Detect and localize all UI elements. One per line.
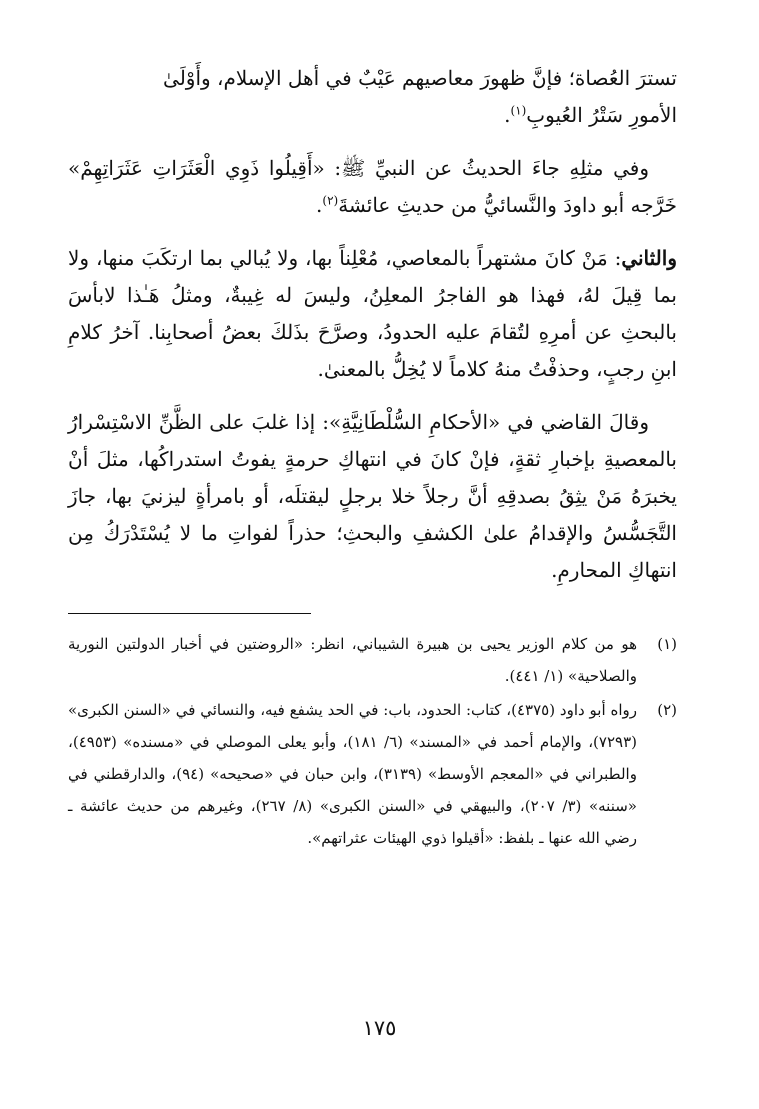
footnotes bbox=[68, 628, 677, 854]
footnote-1 bbox=[68, 628, 677, 692]
page-number: ١٧٥ bbox=[362, 1016, 397, 1040]
paragraph-1-line-2: الأمورِ سَتْرُ العُيوبِ bbox=[526, 103, 677, 127]
paragraph-3-text: : مَنْ كانَ مشتهراً بالمعاصي، مُعْلِناً بها، ولا يُبالي بما ارتكَبَ منها، ولا بما قِيلَ لهُ، فهذا هو الفاجرُ المعلِنُ، وليسَ له غِيبةٌ، ومثلُ هَـٰذا لابأسَ بالبحثِ عن أمرِهِ لتُقامَ عليه الحدودُ، وصرَّحَ بذَلكَ بعضُ أصحابِنا. آخرُ كلامِ ابنِ رجبٍ، وحذفْتُ منهُ كلاماً لا يُخِلُّ بالمعنىٰ. bbox=[68, 246, 677, 381]
paragraph-3-lead-word: والثاني bbox=[621, 246, 677, 270]
paragraph-2-text: وفي مثلِهِ جاءَ الحديثُ عن النبيِّ ﷺ: «أَقِيلُوا ذَوِي الْعَثَرَاتِ عَثَرَاتِهِمْ» خَرَّجه أبو داودَ والنَّسائيُّ من حديثِ عائشةَ bbox=[68, 156, 677, 217]
book-page bbox=[68, 60, 677, 1109]
footnote-number: (٢) bbox=[657, 701, 677, 719]
paragraph-1 bbox=[68, 60, 677, 134]
footnote-number: (١) bbox=[657, 635, 677, 653]
footnote-text: هو من كلام الوزير يحيى بن هبيرة الشيباني، انظر: «الروضتين في أخبار الدولتين النورية والصلاحية» (١/ ٤٤١). bbox=[68, 635, 637, 685]
paragraph-1-end: . bbox=[504, 103, 511, 127]
main-text bbox=[68, 60, 677, 589]
footnote-ref-2[interactable]: (٢) bbox=[322, 193, 339, 208]
paragraph-4-text: وقالَ القاضي في «الأحكامِ السُّلْطَانِيَّةِ»: إذا غلبَ على الظَّنِّ الاسْتِسْرارُ بالمعصيةِ بإخبارِ ثقةٍ، فإنْ كانَ في انتهاكِ حرمةٍ يفوتُ استدراكُها، مثلَ أنْ يخبرَهُ مَنْ يثِقُ بصدقِهِ أنَّ رجلاً خلا برجلٍ ليقتلَه، أو بامرأةٍ ليزنيَ بها، جازَ التَّجَسُّسُ والإقدامُ علىٰ الكشفِ والبحثِ؛ حذراً لفواتِ ما لا يُسْتَدْرَكُ مِن انتهاكِ المحارمِ. bbox=[68, 410, 677, 582]
paragraph-4 bbox=[68, 404, 677, 589]
paragraph-1-line-1: تسترَ العُصاة؛ فإنَّ ظهورَ معاصيهم عَيْبٌ في أهل الإسلام، وأَوْلَىٰ bbox=[163, 66, 677, 90]
footnote-text: رواه أبو داود (٤٣٧٥)، كتاب: الحدود، باب: في الحد يشفع فيه، والنسائي في «السنن الكبرى» (٧٢٩٣)، والإمام أحمد في «المسند» (٦/ ١٨١)، وأبو يعلى الموصلي في «مسنده» (٤٩٥٣)، والطبراني في «المعجم الأوسط» (٣١٣٩)، وابن حبان في «صحيحه» (٩٤)، والدارقطني في «سننه» (٣/ ٢٠٧)، والبيهقي في «السنن الكبرى» (٨/ ٢٦٧)، وغيرهم من حديث عائشة ـ رضي الله عنها ـ بلفظ: «أقيلوا ذوي الهيئات عثراتهم». bbox=[68, 701, 638, 847]
paragraph-2-end: . bbox=[316, 193, 323, 217]
paragraph-2 bbox=[68, 150, 677, 224]
footnote-2 bbox=[68, 694, 677, 854]
footnote-separator-wrap bbox=[68, 605, 677, 628]
footnote-ref-1[interactable]: (١) bbox=[510, 103, 527, 118]
footnote-separator bbox=[68, 613, 311, 614]
paragraph-3 bbox=[68, 240, 677, 388]
